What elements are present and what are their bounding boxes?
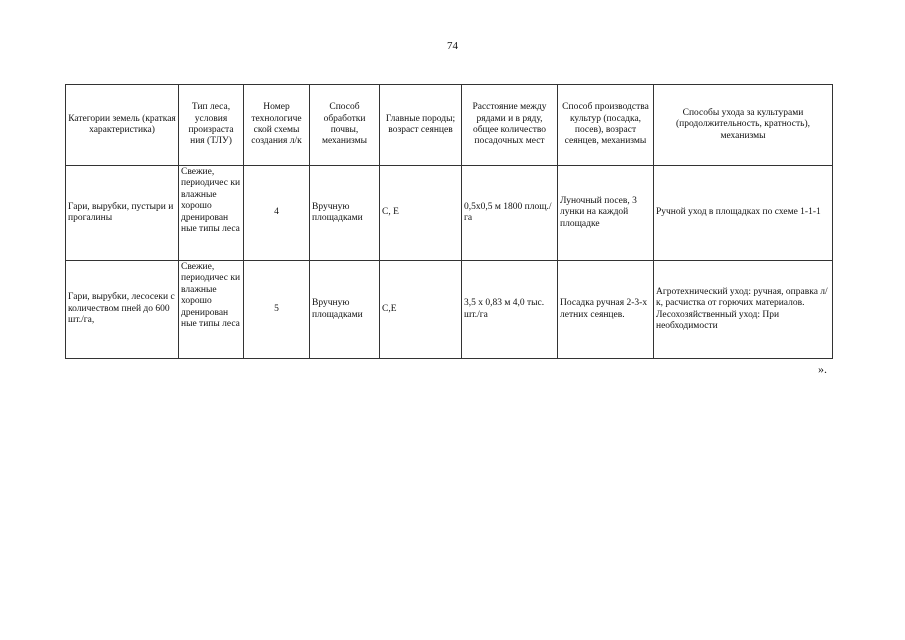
header-soil-treatment: Способ обработки почвы, механизмы	[310, 85, 380, 166]
header-forest-type: Тип леса, условия произраста ния (ТЛУ)	[179, 85, 244, 166]
cell-category: Гари, вырубки, пустыри и прогалины	[66, 166, 179, 261]
cell-forest-type: Свежие, периодичес ки влажные хорошо дренирован ные типы леса	[179, 261, 244, 359]
cell-spacing: 0,5х0,5 м 1800 площ./га	[462, 166, 558, 261]
cell-forest-type: Свежие, периодичес ки влажные хорошо дренирован ные типы леса	[179, 166, 244, 261]
header-category: Категории земель (краткая характеристика)	[66, 85, 179, 166]
cell-soil-treatment: Вручную площадками	[310, 261, 380, 359]
closing-quote-mark: ».	[818, 362, 827, 376]
cell-species: С, Е	[380, 166, 462, 261]
cell-scheme-number: 5	[244, 261, 310, 359]
header-care-methods: Способы ухода за культурами (продолжительность, кратность), механизмы	[654, 85, 833, 166]
header-spacing: Расстояние между рядами и в ряду, общее количество посадочных мест	[462, 85, 558, 166]
cell-soil-treatment: Вручную площадками	[310, 166, 380, 261]
forest-cultures-table	[65, 84, 833, 359]
cell-species: С,Е	[380, 261, 462, 359]
header-production-method: Способ производства культур (посадка, посев), возраст сеянцев, механизмы	[558, 85, 654, 166]
header-scheme-number: Номер технологиче ской схемы создания л/к	[244, 85, 310, 166]
table-header-row	[66, 85, 833, 166]
page-number: 74	[447, 40, 458, 52]
cell-category: Гари, вырубки, лесосеки с количеством пней до 600 шт./га,	[66, 261, 179, 359]
cell-scheme-number: 4	[244, 166, 310, 261]
cell-production-method: Посадка ручная 2-3-х летних сеянцев.	[558, 261, 654, 359]
cell-care-methods: Агротехнический уход: ручная, оправка л/к, расчистка от горючих материалов. Лесохозяйственный уход: При необходимости	[654, 261, 833, 359]
cell-spacing: 3,5 х 0,83 м 4,0 тыс. шт./га	[462, 261, 558, 359]
header-species: Главные породы; возраст сеянцев	[380, 85, 462, 166]
table-row	[66, 261, 833, 359]
cell-production-method: Луночный посев, 3 лунки на каждой площадке	[558, 166, 654, 261]
cell-care-methods: Ручной уход в площадках по схеме 1-1-1	[654, 166, 833, 261]
table-row	[66, 166, 833, 261]
